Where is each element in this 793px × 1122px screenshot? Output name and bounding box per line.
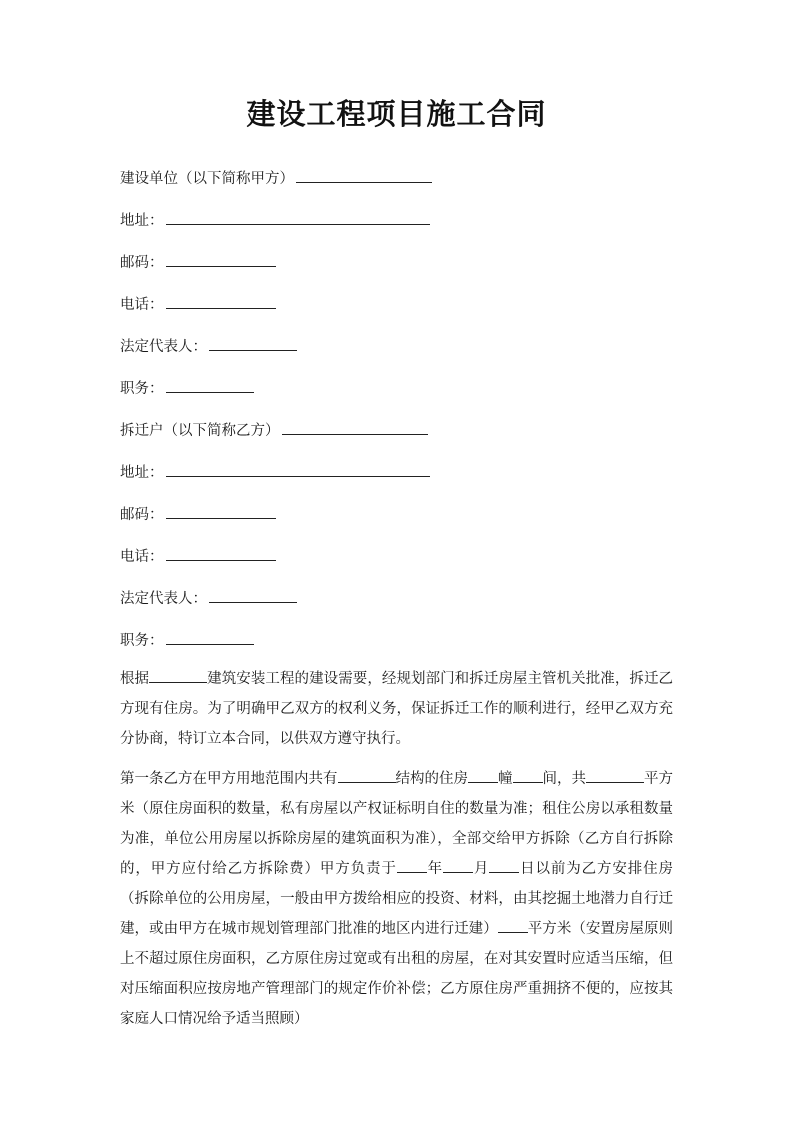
structure-type-blank[interactable] xyxy=(338,769,396,783)
party-a-legal-rep-blank[interactable] xyxy=(209,336,297,351)
party-b-position xyxy=(120,630,254,651)
field-label: 邮码： xyxy=(120,255,164,271)
field-label: 法定代表人： xyxy=(120,591,207,607)
party-a-phone-blank[interactable] xyxy=(166,294,276,309)
preamble-text-start: 根据 xyxy=(120,671,150,687)
article-1-text: 年 xyxy=(426,861,443,877)
party-b-name-blank[interactable] xyxy=(282,420,428,435)
field-label: 地址： xyxy=(120,465,164,481)
field-label: 地址： xyxy=(120,213,164,229)
article-1-text: 间，共 xyxy=(542,771,586,787)
field-label: 邮码： xyxy=(120,507,164,523)
article-1-text: 月 xyxy=(473,861,490,877)
party-a-position xyxy=(120,378,254,399)
relocation-area-blank[interactable] xyxy=(498,919,528,933)
party-b-phone xyxy=(120,546,276,567)
party-a-postcode xyxy=(120,252,276,273)
article-1-text: 平方米（安置房屋原则上不超过原住房面积，乙方原住房过宽或有出租的房屋，在对其安置时应适当压缩，但对压缩面积应按房地产管理部门的规定作价补偿；乙方原住房严重拥挤不便的，应按其家庭人口情况给予适当照顾） xyxy=(120,921,674,1027)
party-b-heading xyxy=(120,420,428,441)
document-title: 建设工程项目施工合同 xyxy=(246,97,547,131)
area-total-blank[interactable] xyxy=(586,769,644,783)
article-1-text: 日以前为乙方安排住房（拆除单位的公用房屋，一般由甲方拨给相应的投资、材料，由其挖掘土地潜力自行迁建，或由甲方在城市规划管理部门批准的地区内进行迁建） xyxy=(120,861,673,937)
party-b-label: 拆迁户（以下简称乙方） xyxy=(120,423,280,439)
field-label: 职务： xyxy=(120,633,164,649)
room-count-blank[interactable] xyxy=(513,769,543,783)
party-b-postcode-blank[interactable] xyxy=(166,504,276,519)
day-blank[interactable] xyxy=(489,859,519,873)
party-a-heading xyxy=(120,168,432,189)
preamble-text: 建筑安装工程的建设需要，经规划部门和拆迁房屋主管机关批准，拆迁乙方现有住房。为了明确甲乙双方的权利义务，保证拆迁工作的顺利进行，经甲乙双方充分协商，特订立本合同，以供双方遵守执行。 xyxy=(120,671,674,747)
preamble-paragraph xyxy=(120,664,673,754)
party-b-legal-rep-blank[interactable] xyxy=(209,588,297,603)
month-blank[interactable] xyxy=(443,859,473,873)
party-b-phone-blank[interactable] xyxy=(166,546,276,561)
party-a-label: 建设单位（以下简称甲方） xyxy=(120,171,294,187)
party-a-address-blank[interactable] xyxy=(166,210,430,225)
year-blank[interactable] xyxy=(397,859,427,873)
field-label: 职务： xyxy=(120,381,164,397)
party-b-position-blank[interactable] xyxy=(166,630,254,645)
party-b-address-blank[interactable] xyxy=(166,462,430,477)
party-a-postcode-blank[interactable] xyxy=(166,252,276,267)
party-a-position-blank[interactable] xyxy=(166,378,254,393)
project-name-blank[interactable] xyxy=(149,669,207,683)
party-a-legal-rep xyxy=(120,336,297,357)
party-a-name-blank[interactable] xyxy=(296,168,432,183)
field-label: 法定代表人： xyxy=(120,339,207,355)
party-b-legal-rep xyxy=(120,588,297,609)
party-b-postcode xyxy=(120,504,276,525)
building-count-blank[interactable] xyxy=(468,769,498,783)
article-1-paragraph xyxy=(120,764,673,1034)
article-1-text: 第一条乙方在甲方用地范围内共有 xyxy=(120,771,338,787)
field-label: 电话： xyxy=(120,549,164,565)
field-label: 电话： xyxy=(120,297,164,313)
party-a-address xyxy=(120,210,430,231)
article-1-text: 平方米（原住房面积的数量，私有房屋以产权证标明自住的数量为准；租住公房以承租数量为准，单位公用房屋以拆除房屋的建筑面积为准），全部交给甲方拆除（乙方自行拆除的，甲方应付给乙方拆除费）甲方负责于 xyxy=(120,771,673,877)
article-1-text: 结构的住房 xyxy=(395,771,468,787)
party-b-address xyxy=(120,462,430,483)
party-a-phone xyxy=(120,294,276,315)
article-1-text: 幢 xyxy=(498,771,513,787)
